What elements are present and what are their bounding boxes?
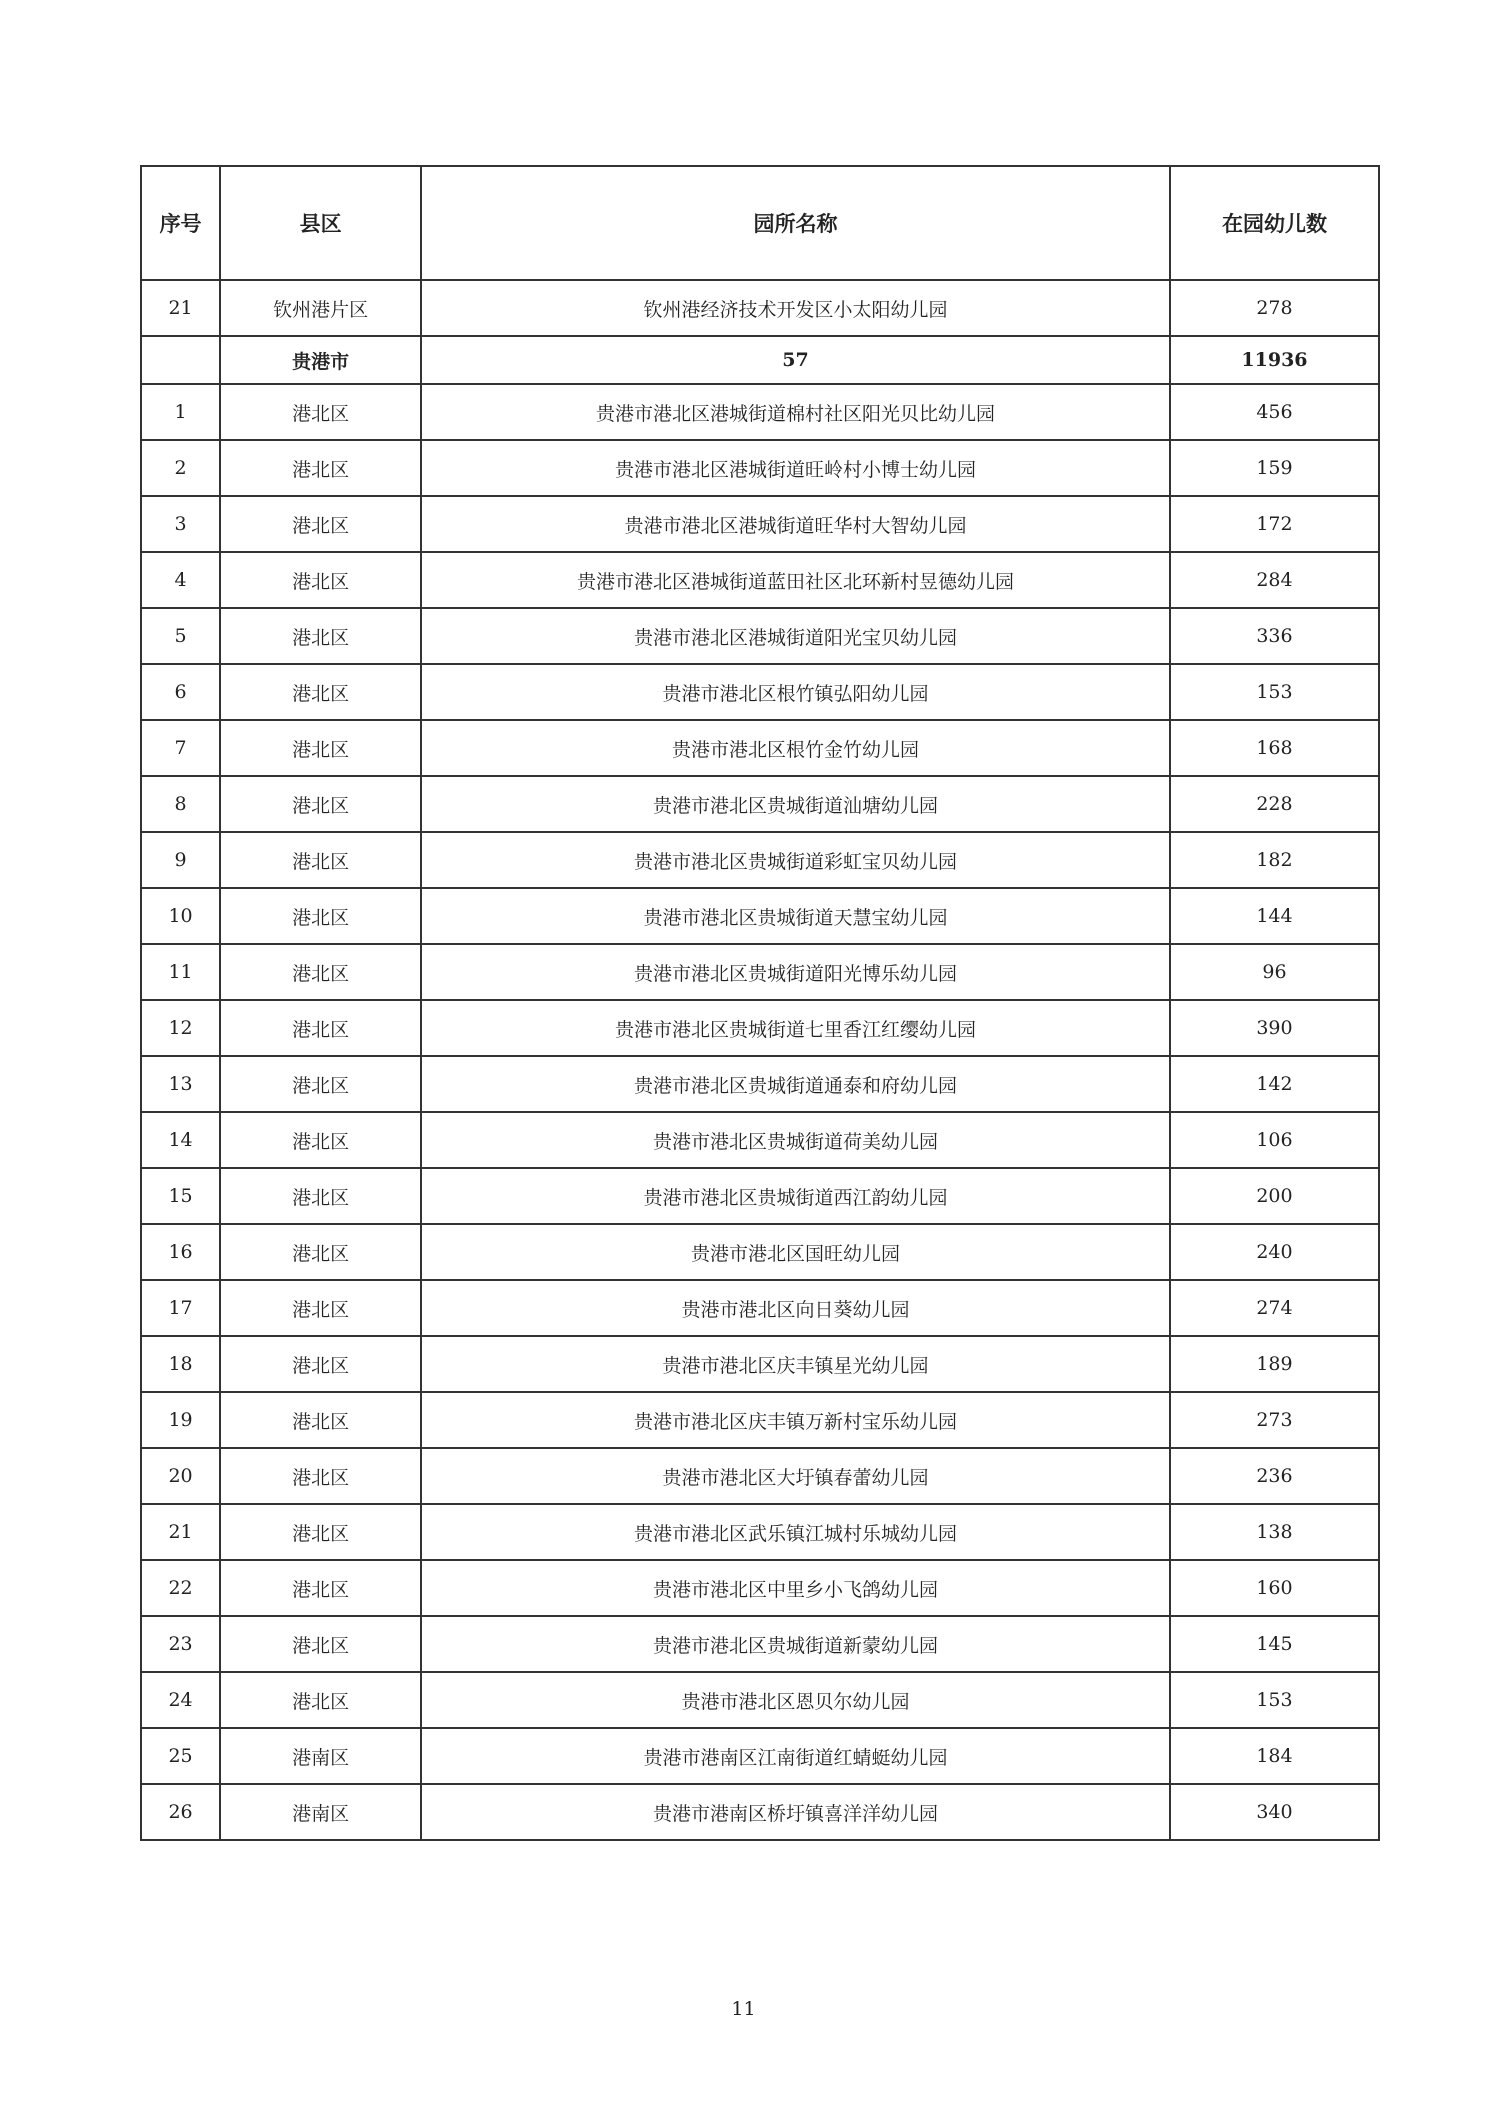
cell-county: 港北区 [220, 832, 421, 888]
cell-name: 贵港市港北区贵城街道七里香江红缨幼儿园 [421, 1000, 1170, 1056]
cell-count: 172 [1170, 496, 1379, 552]
table-row [141, 280, 1379, 336]
table-row [141, 1280, 1379, 1336]
cell-no: 18 [141, 1336, 220, 1392]
table-row [141, 440, 1379, 496]
cell-count: 142 [1170, 1056, 1379, 1112]
cell-count: 168 [1170, 720, 1379, 776]
cell-no: 10 [141, 888, 220, 944]
table-row [141, 1112, 1379, 1168]
cell-name: 贵港市港北区贵城街道彩虹宝贝幼儿园 [421, 832, 1170, 888]
cell-no: 26 [141, 1784, 220, 1840]
cell-no: 17 [141, 1280, 220, 1336]
cell-name: 贵港市港北区根竹镇弘阳幼儿园 [421, 664, 1170, 720]
subtotal-no [141, 336, 220, 384]
cell-name: 贵港市港北区根竹金竹幼儿园 [421, 720, 1170, 776]
cell-name: 贵港市港北区大圩镇春蕾幼儿园 [421, 1448, 1170, 1504]
cell-name: 贵港市港北区中里乡小飞鸽幼儿园 [421, 1560, 1170, 1616]
cell-name: 贵港市港北区港城街道棉村社区阳光贝比幼儿园 [421, 384, 1170, 440]
cell-no: 15 [141, 1168, 220, 1224]
cell-count: 236 [1170, 1448, 1379, 1504]
cell-count: 390 [1170, 1000, 1379, 1056]
subtotal-city: 贵港市 [220, 336, 421, 384]
table-row [141, 888, 1379, 944]
cell-no: 12 [141, 1000, 220, 1056]
cell-no: 3 [141, 496, 220, 552]
cell-name: 贵港市港北区港城街道阳光宝贝幼儿园 [421, 608, 1170, 664]
cell-county: 港北区 [220, 888, 421, 944]
cell-county: 港北区 [220, 1672, 421, 1728]
cell-county: 港北区 [220, 1560, 421, 1616]
cell-count: 138 [1170, 1504, 1379, 1560]
cell-county: 港北区 [220, 1168, 421, 1224]
cell-name: 贵港市港北区庆丰镇万新村宝乐幼儿园 [421, 1392, 1170, 1448]
cell-count: 145 [1170, 1616, 1379, 1672]
cell-no: 24 [141, 1672, 220, 1728]
cell-count: 278 [1170, 280, 1379, 336]
cell-no: 1 [141, 384, 220, 440]
kindergarten-table [140, 165, 1380, 1841]
table-row [141, 1336, 1379, 1392]
table-row [141, 1504, 1379, 1560]
cell-county: 港南区 [220, 1784, 421, 1840]
table-row [141, 944, 1379, 1000]
cell-no: 23 [141, 1616, 220, 1672]
page-number: 11 [731, 1998, 756, 2020]
cell-count: 160 [1170, 1560, 1379, 1616]
cell-no: 7 [141, 720, 220, 776]
cell-county: 港南区 [220, 1728, 421, 1784]
cell-count: 456 [1170, 384, 1379, 440]
cell-name: 钦州港经济技术开发区小太阳幼儿园 [421, 280, 1170, 336]
cell-no: 14 [141, 1112, 220, 1168]
header-count: 在园幼儿数 [1170, 166, 1379, 280]
cell-county: 港北区 [220, 944, 421, 1000]
cell-no: 5 [141, 608, 220, 664]
cell-no: 11 [141, 944, 220, 1000]
cell-count: 200 [1170, 1168, 1379, 1224]
cell-no: 16 [141, 1224, 220, 1280]
cell-county: 港北区 [220, 496, 421, 552]
cell-county: 港北区 [220, 1056, 421, 1112]
header-no: 序号 [141, 166, 220, 280]
cell-county: 港北区 [220, 1112, 421, 1168]
cell-count: 153 [1170, 1672, 1379, 1728]
cell-county: 港北区 [220, 552, 421, 608]
table-row [141, 776, 1379, 832]
cell-count: 159 [1170, 440, 1379, 496]
subtotal-children-count: 11936 [1170, 336, 1379, 384]
cell-count: 96 [1170, 944, 1379, 1000]
cell-no: 19 [141, 1392, 220, 1448]
table-row [141, 720, 1379, 776]
cell-no: 25 [141, 1728, 220, 1784]
cell-count: 153 [1170, 664, 1379, 720]
cell-county: 港北区 [220, 608, 421, 664]
cell-count: 182 [1170, 832, 1379, 888]
cell-county: 港北区 [220, 1504, 421, 1560]
cell-name: 贵港市港北区贵城街道新蒙幼儿园 [421, 1616, 1170, 1672]
table-row [141, 384, 1379, 440]
cell-name: 贵港市港南区桥圩镇喜洋洋幼儿园 [421, 1784, 1170, 1840]
cell-no: 9 [141, 832, 220, 888]
table-row [141, 832, 1379, 888]
cell-county: 港北区 [220, 1616, 421, 1672]
table-row [141, 1784, 1379, 1840]
cell-no: 21 [141, 280, 220, 336]
cell-count: 284 [1170, 552, 1379, 608]
cell-county: 钦州港片区 [220, 280, 421, 336]
cell-name: 贵港市港北区贵城街道阳光博乐幼儿园 [421, 944, 1170, 1000]
cell-county: 港北区 [220, 664, 421, 720]
table-row [141, 664, 1379, 720]
table-row [141, 496, 1379, 552]
cell-name: 贵港市港北区港城街道蓝田社区北环新村昱德幼儿园 [421, 552, 1170, 608]
cell-count: 336 [1170, 608, 1379, 664]
cell-name: 贵港市港北区贵城街道通泰和府幼儿园 [421, 1056, 1170, 1112]
table-row [141, 1056, 1379, 1112]
cell-county: 港北区 [220, 1448, 421, 1504]
table-row [141, 1000, 1379, 1056]
cell-county: 港北区 [220, 776, 421, 832]
table-row [141, 1560, 1379, 1616]
table-row [141, 1728, 1379, 1784]
cell-name: 贵港市港北区港城街道旺岭村小博士幼儿园 [421, 440, 1170, 496]
cell-count: 240 [1170, 1224, 1379, 1280]
table-row [141, 552, 1379, 608]
cell-name: 贵港市港北区恩贝尔幼儿园 [421, 1672, 1170, 1728]
cell-no: 13 [141, 1056, 220, 1112]
cell-count: 184 [1170, 1728, 1379, 1784]
cell-count: 144 [1170, 888, 1379, 944]
cell-count: 106 [1170, 1112, 1379, 1168]
cell-count: 228 [1170, 776, 1379, 832]
table-row [141, 608, 1379, 664]
cell-county: 港北区 [220, 384, 421, 440]
cell-count: 273 [1170, 1392, 1379, 1448]
cell-no: 21 [141, 1504, 220, 1560]
table-header-row [141, 166, 1379, 280]
cell-county: 港北区 [220, 1000, 421, 1056]
cell-name: 贵港市港北区港城街道旺华村大智幼儿园 [421, 496, 1170, 552]
cell-name: 贵港市港北区庆丰镇星光幼儿园 [421, 1336, 1170, 1392]
table-row [141, 1672, 1379, 1728]
table-row [141, 1168, 1379, 1224]
table-row [141, 1448, 1379, 1504]
cell-name: 贵港市港北区向日葵幼儿园 [421, 1280, 1170, 1336]
cell-no: 8 [141, 776, 220, 832]
cell-county: 港北区 [220, 1224, 421, 1280]
cell-count: 189 [1170, 1336, 1379, 1392]
cell-name: 贵港市港北区贵城街道西江韵幼儿园 [421, 1168, 1170, 1224]
cell-county: 港北区 [220, 1336, 421, 1392]
cell-name: 贵港市港北区贵城街道天慧宝幼儿园 [421, 888, 1170, 944]
cell-county: 港北区 [220, 1392, 421, 1448]
table-row [141, 1392, 1379, 1448]
cell-name: 贵港市港北区武乐镇江城村乐城幼儿园 [421, 1504, 1170, 1560]
cell-name: 贵港市港北区贵城街道汕塘幼儿园 [421, 776, 1170, 832]
cell-count: 274 [1170, 1280, 1379, 1336]
subtotal-row [141, 336, 1379, 384]
cell-count: 340 [1170, 1784, 1379, 1840]
header-name: 园所名称 [421, 166, 1170, 280]
cell-county: 港北区 [220, 1280, 421, 1336]
subtotal-school-count: 57 [421, 336, 1170, 384]
cell-no: 22 [141, 1560, 220, 1616]
table-row [141, 1224, 1379, 1280]
header-county: 县区 [220, 166, 421, 280]
cell-no: 20 [141, 1448, 220, 1504]
cell-name: 贵港市港北区贵城街道荷美幼儿园 [421, 1112, 1170, 1168]
cell-no: 2 [141, 440, 220, 496]
cell-county: 港北区 [220, 720, 421, 776]
cell-county: 港北区 [220, 440, 421, 496]
table-row [141, 1616, 1379, 1672]
cell-no: 4 [141, 552, 220, 608]
cell-name: 贵港市港北区国旺幼儿园 [421, 1224, 1170, 1280]
cell-no: 6 [141, 664, 220, 720]
cell-name: 贵港市港南区江南街道红蜻蜓幼儿园 [421, 1728, 1170, 1784]
